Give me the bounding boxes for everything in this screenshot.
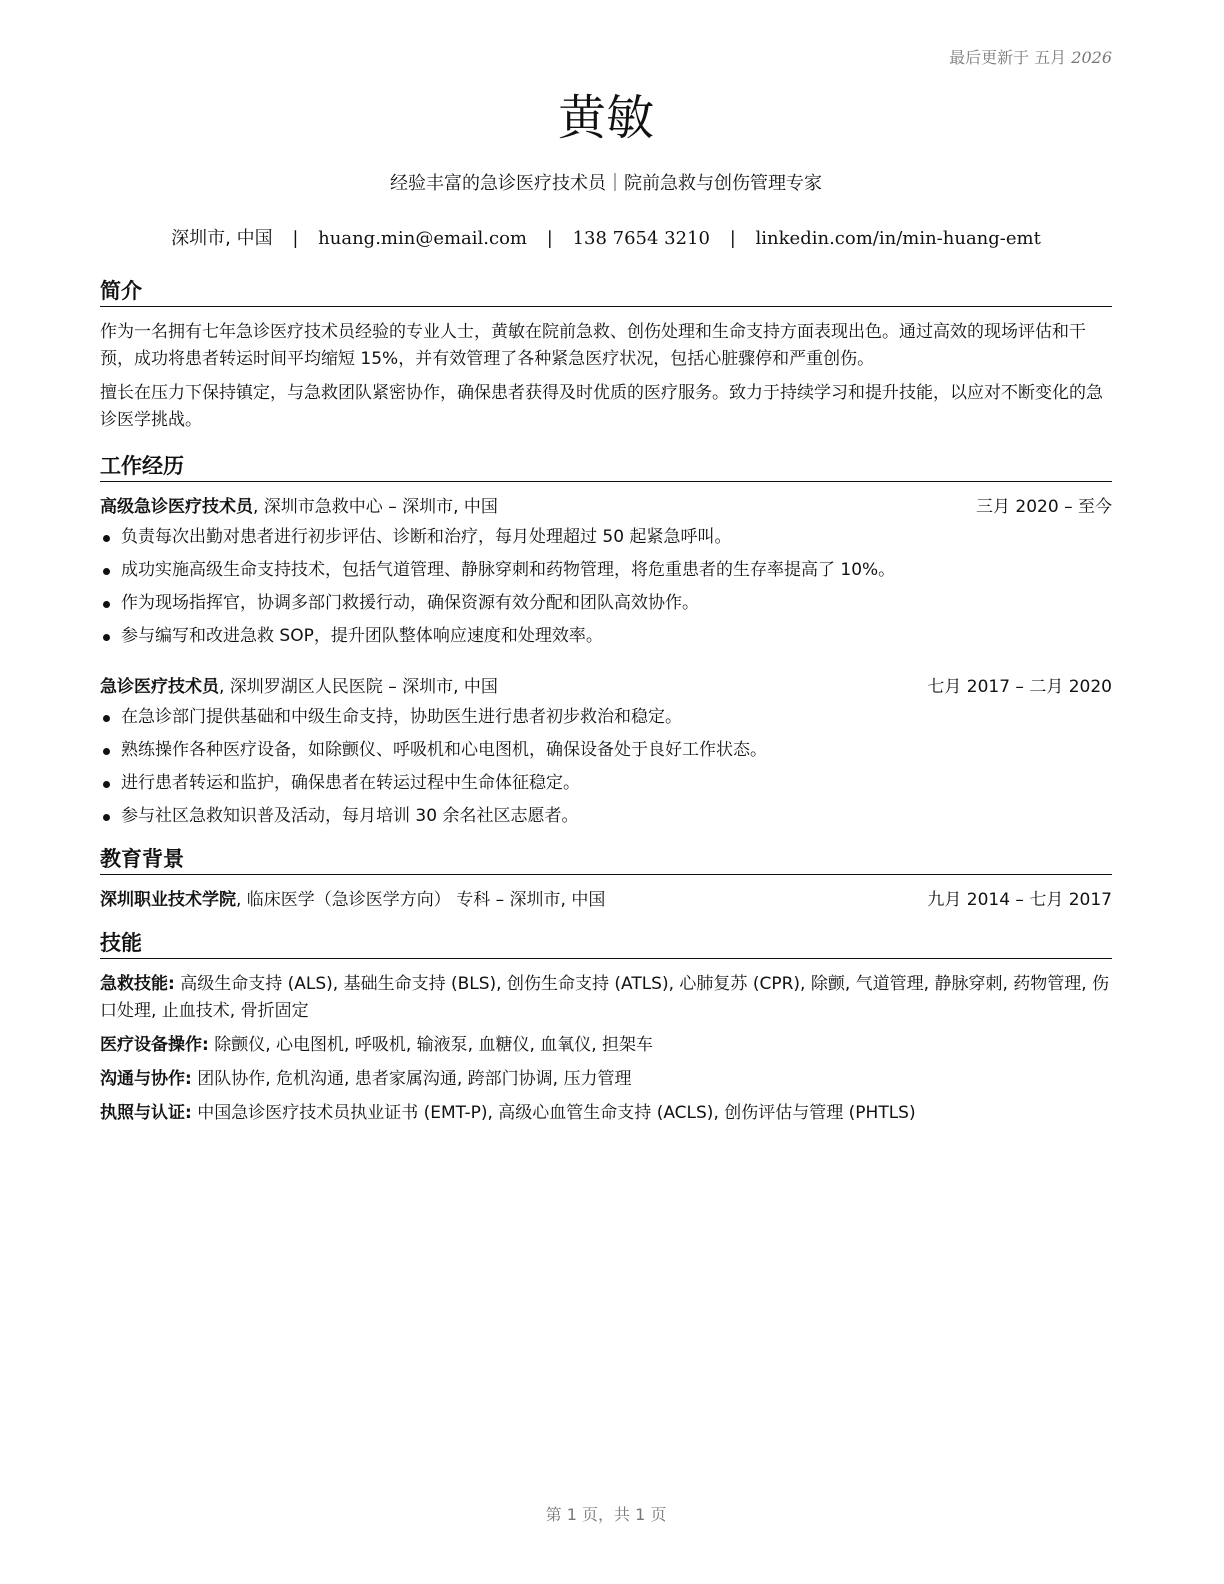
skill-label: 急救技能: [100, 974, 175, 994]
bullet-dot-icon [103, 568, 110, 575]
skill-row [100, 1032, 1112, 1059]
skills-heading: 技能 [100, 928, 1112, 959]
job-entry [100, 494, 1112, 650]
job-role-org [100, 674, 498, 701]
job-bullet-text: 作为现场指挥官，协调多部门救援行动，确保资源有效分配和团队高效协作。 [121, 593, 699, 613]
education-detail: , 临床医学（急诊医学方向） 专科 – 深圳市, 中国 [236, 890, 606, 910]
job-bullet [100, 557, 1112, 584]
experience-section [100, 451, 1112, 830]
job-bullet [100, 770, 1112, 797]
education-entry [100, 887, 1112, 914]
bullet-dot-icon [103, 748, 110, 755]
job-bullet [100, 623, 1112, 650]
job-bullet-text: 进行患者转运和监护，确保患者在转运过程中生命体征稳定。 [121, 773, 580, 793]
job-bullet-text: 成功实施高级生命支持技术，包括气道管理、静脉穿刺和药物管理，将危重患者的生存率提高了 10%。 [121, 560, 896, 580]
education-school: 深圳职业技术学院 [100, 890, 236, 910]
bullet-dot-icon [103, 715, 110, 722]
contact-email[interactable]: huang.min@email.com [318, 228, 528, 249]
job-organization: , 深圳市急救中心 – 深圳市, 中国 [253, 497, 498, 517]
last-updated-prefix: 最后更新于 五月 [949, 48, 1067, 67]
job-header [100, 494, 1112, 521]
education-dates: 九月 2014 – 七月 2017 [927, 890, 1112, 910]
job-entry [100, 674, 1112, 830]
skill-label: 执照与认证: [100, 1103, 192, 1123]
last-updated-year: 2026 [1071, 48, 1112, 67]
bullet-dot-icon [103, 814, 110, 821]
bullet-dot-icon [103, 781, 110, 788]
education-school-detail [100, 887, 605, 914]
job-bullet-text: 参与编写和改进急救 SOP，提升团队整体响应速度和处理效率。 [121, 626, 603, 646]
candidate-name: 黄敏 [557, 90, 654, 146]
education-section [100, 844, 1112, 914]
job-bullet [100, 737, 1112, 764]
job-bullet [100, 803, 1112, 830]
contact-separator: | [292, 228, 299, 249]
resume-body [100, 276, 1112, 1134]
job-role-org [100, 494, 498, 521]
skill-value: 团队协作, 危机沟通, 患者家属沟通, 跨部门协调, 压力管理 [191, 1069, 632, 1089]
summary-paragraph: 擅长在压力下保持镇定，与急救团队紧密协作，确保患者获得及时优质的医疗服务。致力于持续学习和提升技能，以应对不断变化的急诊医学挑战。 [100, 383, 1103, 430]
skill-value: 高级生命支持 (ALS), 基础生命支持 (BLS), 创伤生命支持 (ATLS), 心肺复苏 (CPR), 除颤, 气道管理, 静脉穿刺, 药物管理, 伤口处理, 止血技术, 骨折固定 [100, 974, 1110, 1021]
contact-location: 深圳市, 中国 [171, 228, 273, 249]
contact-line [100, 224, 1112, 250]
job-title: 高级急诊医疗技术员 [100, 497, 253, 517]
skill-label: 沟通与协作: [100, 1069, 192, 1089]
last-updated [949, 45, 1112, 68]
bullet-dot-icon [103, 601, 110, 608]
job-bullet-text: 在急诊部门提供基础和中级生命支持，协助医生进行患者初步救治和稳定。 [121, 707, 682, 727]
job-bullets [100, 704, 1112, 830]
tagline: 经验丰富的急诊医疗技术员｜院前急救与创伤管理专家 [390, 173, 822, 194]
experience-heading: 工作经历 [100, 451, 1112, 482]
job-header [100, 674, 1112, 701]
job-title: 急诊医疗技术员 [100, 677, 219, 697]
skill-value: 除颤仪, 心电图机, 呼吸机, 输液泵, 血糖仪, 血氧仪, 担架车 [208, 1035, 654, 1055]
bullet-dot-icon [103, 634, 110, 641]
job-bullet-text: 熟练操作各种医疗设备，如除颤仪、呼吸机和心电图机，确保设备处于良好工作状态。 [121, 740, 767, 760]
contact-separator: | [546, 228, 553, 249]
skill-label: 医疗设备操作: [100, 1035, 209, 1055]
skills-section [100, 928, 1112, 1127]
education-heading: 教育背景 [100, 844, 1112, 875]
job-bullets [100, 524, 1112, 650]
contact-separator: | [729, 228, 736, 249]
job-bullet-text: 参与社区急救知识普及活动，每月培训 30 余名社区志愿者。 [121, 806, 579, 826]
contact-linkedin[interactable]: linkedin.com/in/min-huang-emt [755, 228, 1041, 249]
summary-section [100, 276, 1112, 434]
page-number: 第 1 页，共 1 页 [545, 1505, 667, 1524]
skill-row [100, 1100, 1112, 1127]
summary-paragraph: 作为一名拥有七年急诊医疗技术员经验的专业人士，黄敏在院前急救、创伤处理和生命支持方面表现出色。通过高效的现场评估和干预，成功将患者转运时间平均缩短 15%，并有效管理了各种紧急医疗状况，包括心脏骤停和严重创伤。 [100, 322, 1086, 369]
job-dates: 七月 2017 – 二月 2020 [927, 677, 1112, 697]
job-bullet [100, 590, 1112, 617]
resume-page [100, 0, 1112, 1584]
summary-heading: 简介 [100, 276, 1112, 307]
contact-phone: 138 7654 3210 [572, 228, 710, 249]
job-dates: 三月 2020 – 至今 [976, 497, 1112, 517]
job-bullet [100, 524, 1112, 551]
skill-row [100, 1066, 1112, 1093]
skill-value: 中国急诊医疗技术员执业证书 (EMT-P), 高级心血管生命支持 (ACLS), 创伤评估与管理 (PHTLS) [191, 1103, 916, 1123]
bullet-dot-icon [103, 535, 110, 542]
job-bullet-text: 负责每次出勤对患者进行初步评估、诊断和治疗，每月处理超过 50 起紧急呼叫。 [121, 527, 732, 547]
job-organization: , 深圳罗湖区人民医院 – 深圳市, 中国 [219, 677, 498, 697]
skill-row [100, 971, 1112, 1025]
job-bullet [100, 704, 1112, 731]
